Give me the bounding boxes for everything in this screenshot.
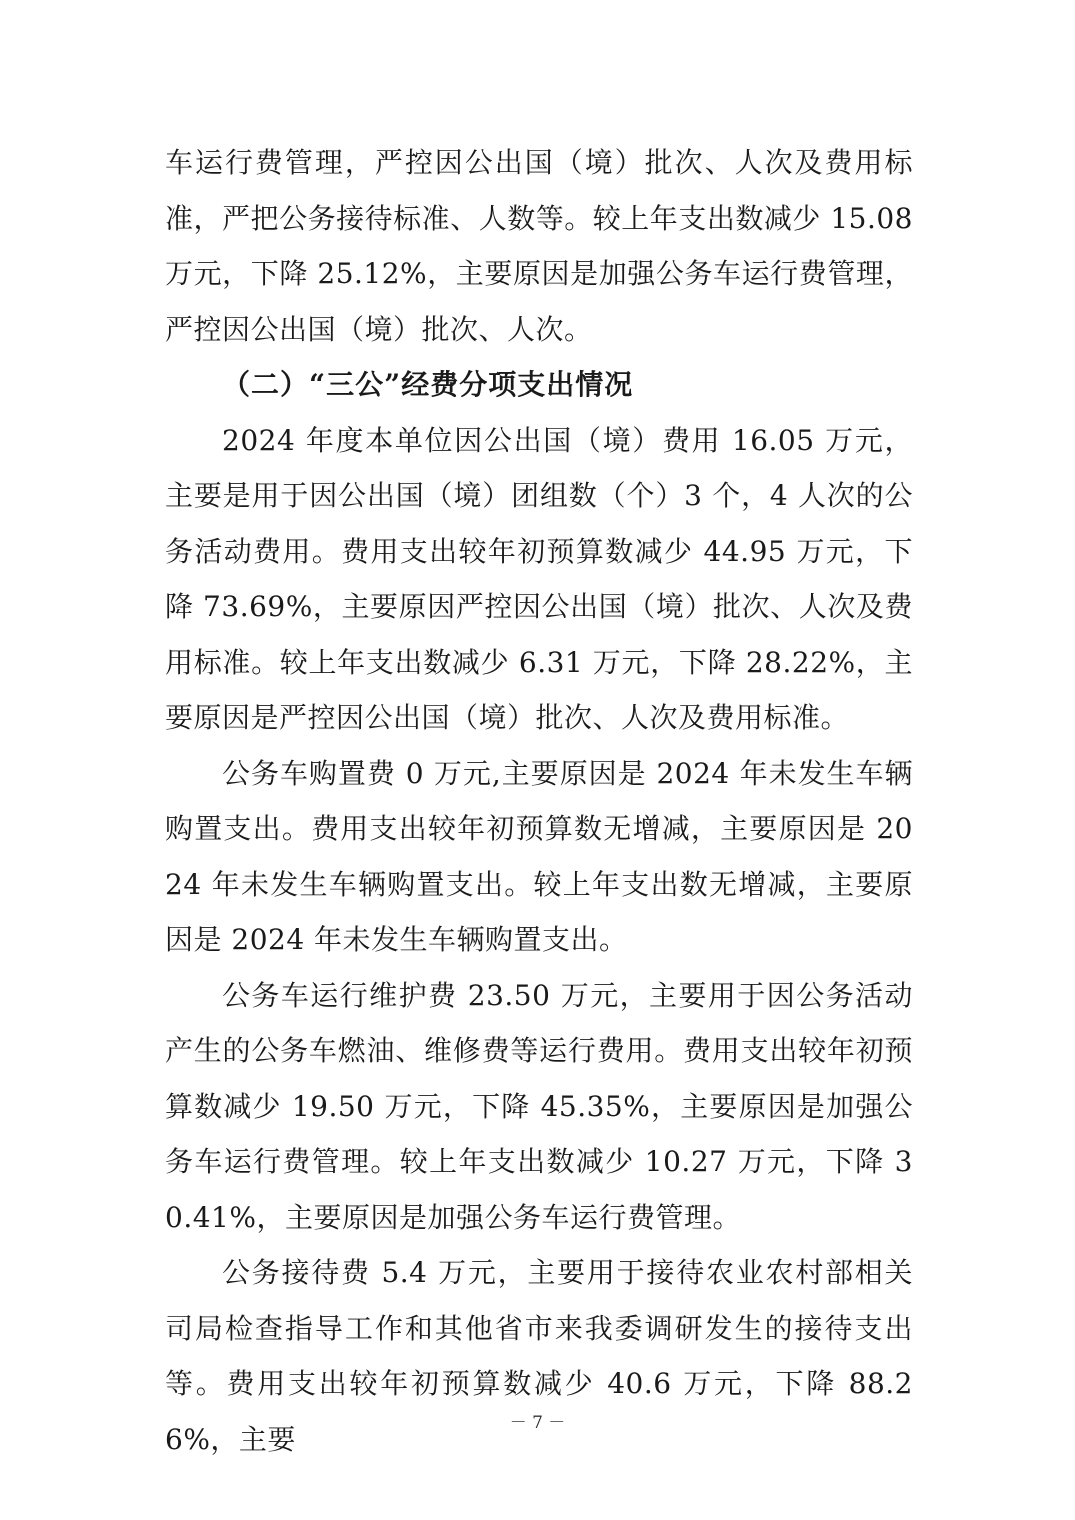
paragraph-vehicle-operation: 公务车运行维护费 23.50 万元，主要用于因公务活动产生的公务车燃油、维修费等运行费用。费用支出较年初预算数减少 19.50 万元，下降 45.35%，主要原因是加强公务车运行费管理。较上年支出数减少 10.27 万元，下降 30.41%，主要原因是加强公务车运行费管理。 <box>165 978 913 1234</box>
document-body <box>165 135 913 1467</box>
section-heading: （二）“三公”经费分项支出情况 <box>222 368 634 401</box>
page-number: － 7 － <box>509 1413 566 1433</box>
paragraph-reception: 公务接待费 5.4 万元，主要用于接待农业农村部相关司局检查指导工作和其他省市来我委调研发生的接待支出等。费用支出较年初预算数减少 40.6 万元，下降 88.26%，主要 <box>165 1256 913 1456</box>
paragraph-vehicle-purchase: 公务车购置费 0 万元,主要原因是 2024 年未发生车辆购置支出。费用支出较年初预算数无增减，主要原因是 2024 年未发生车辆购置支出。较上年支出数无增减，主要原因是 2024 年未发生车辆购置支出。 <box>165 756 913 956</box>
paragraph-overseas-travel: 2024 年度本单位因公出国（境）费用 16.05 万元，主要是用于因公出国（境）团组数（个）3 个，4 人次的公务活动费用。费用支出较年初预算数减少 44.95 万元，下降 73.69%，主要原因严控因公出国（境）批次、人次及费用标准。较上年支出数减少 6.31 万元，下降 28.22%，主要原因是严控因公出国（境）批次、人次及费用标准。 <box>165 423 913 734</box>
paragraph-continuation: 车运行费管理，严控因公出国（境）批次、人次及费用标准，严把公务接待标准、人数等。较上年支出数减少 15.08 万元，下降 25.12%，主要原因是加强公务车运行费管理，严控因公出国（境）批次、人次。 <box>165 146 913 346</box>
